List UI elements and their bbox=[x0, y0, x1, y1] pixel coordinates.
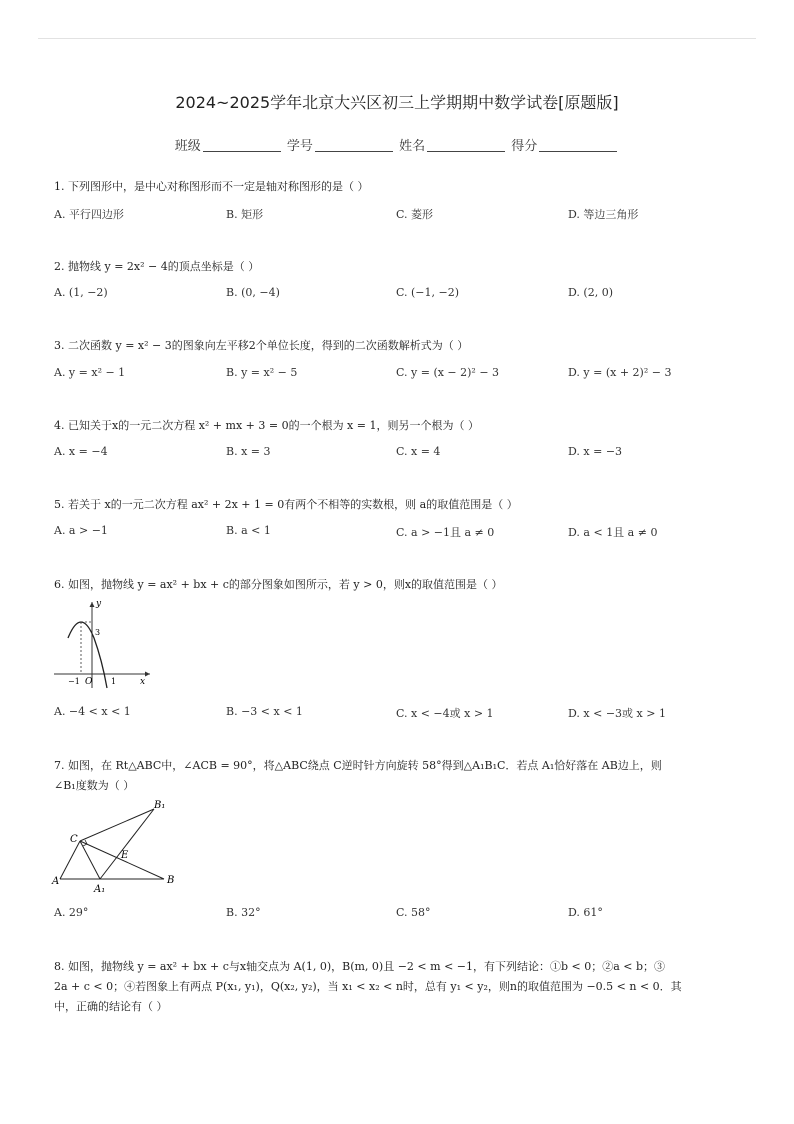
question-8-stem-line1: 8. 如图，抛物线 y = ax² + bx + c与x轴交点为 A(1, 0)，B(m, 0)且 −2 < m < −1，有下列结论：①b < 0；②a < b；③ bbox=[54, 960, 666, 973]
option-d[interactable]: D. y = (x + 2)² − 3 bbox=[568, 366, 672, 379]
option-c[interactable]: C. x = 4 bbox=[396, 445, 441, 458]
question-3-stem: 3. 二次函数 y = x² − 3的图象向左平移2个单位长度，得到的二次函数解析式为（ ） bbox=[54, 339, 469, 352]
option-c[interactable]: C. x < −4或 x > 1 bbox=[396, 707, 494, 720]
option-a[interactable]: A. a > −1 bbox=[54, 524, 108, 537]
option-b[interactable]: B. a < 1 bbox=[226, 524, 271, 537]
question-4 bbox=[54, 416, 754, 436]
segment-b1a1 bbox=[100, 809, 154, 879]
question-2 bbox=[54, 257, 754, 277]
question-8-stem-line2: 2a + c < 0；④若图象上有两点 P(x₁, y₁)，Q(x₂, y₂)，当 x₁ < x₂ < n时，总有 y₁ < y₂，则n的取值范围为 −0.5 < n < 0．其 bbox=[54, 980, 682, 993]
rotation-triangle-figure-q7 bbox=[50, 797, 180, 895]
student-id-blank[interactable] bbox=[315, 151, 393, 152]
score-blank[interactable] bbox=[539, 151, 617, 152]
option-c[interactable]: C. 菱形 bbox=[396, 208, 434, 221]
option-c[interactable]: C. 58° bbox=[396, 906, 431, 919]
page-title: 2024~2025学年北京大兴区初三上学期期中数学试卷[原题版] bbox=[175, 93, 619, 112]
option-d[interactable]: D. x = −3 bbox=[568, 445, 623, 458]
label-b1: B₁ bbox=[154, 800, 166, 811]
option-b[interactable]: B. (0, −4) bbox=[226, 286, 280, 299]
label-x: x bbox=[140, 677, 146, 687]
option-d[interactable]: D. a < 1且 a ≠ 0 bbox=[568, 526, 658, 539]
option-b[interactable]: B. 矩形 bbox=[226, 208, 264, 221]
name-label: 姓名 bbox=[399, 139, 426, 154]
student-id-label: 学号 bbox=[286, 139, 313, 154]
segment-ac bbox=[60, 841, 80, 879]
question-8-stem-line3: 中，正确的结论有（ ） bbox=[54, 1000, 168, 1013]
option-d[interactable]: D. (2, 0) bbox=[568, 286, 613, 299]
question-1-stem: 1. 下列图形中，是中心对称图形而不一定是轴对称图形的是（ ） bbox=[54, 180, 369, 193]
label-y: y bbox=[96, 599, 102, 609]
student-info-row bbox=[0, 135, 794, 154]
label-a1: A₁ bbox=[94, 884, 106, 895]
question-6 bbox=[54, 575, 754, 595]
question-2-stem: 2. 抛物线 y = 2x² − 4的顶点坐标是（ ） bbox=[54, 260, 260, 273]
label-b: B bbox=[167, 875, 175, 886]
label-1: 1 bbox=[111, 677, 117, 686]
label-neg1: −1 bbox=[68, 677, 80, 686]
x-axis-arrow bbox=[145, 672, 150, 677]
header-rule bbox=[38, 38, 756, 39]
class-blank[interactable] bbox=[203, 151, 281, 152]
question-7-stem-line1: 7. 如图，在 Rt△ABC中，∠ACB = 90°，将△ABC绕点 C逆时针方向旋转 58°得到△A₁B₁C．若点 A₁恰好落在 AB边上，则 bbox=[54, 759, 662, 772]
class-label: 班级 bbox=[174, 139, 201, 154]
option-c[interactable]: C. y = (x − 2)² − 3 bbox=[396, 366, 500, 379]
question-6-stem: 6. 如图，抛物线 y = ax² + bx + c的部分图象如图所示，若 y > 0，则x的取值范围是（ ） bbox=[54, 578, 503, 591]
question-3 bbox=[54, 336, 754, 356]
name-blank[interactable] bbox=[427, 151, 505, 152]
option-b[interactable]: B. −3 < x < 1 bbox=[226, 705, 303, 718]
option-a[interactable]: A. 平行四边形 bbox=[54, 208, 124, 221]
parabola-figure-q6 bbox=[52, 598, 154, 690]
y-axis-arrow bbox=[90, 602, 95, 607]
question-1 bbox=[54, 177, 754, 197]
option-b[interactable]: B. y = x² − 5 bbox=[226, 366, 298, 379]
question-5 bbox=[54, 495, 754, 515]
option-a[interactable]: A. x = −4 bbox=[54, 445, 108, 458]
option-b[interactable]: B. 32° bbox=[226, 906, 261, 919]
option-d[interactable]: D. x < −3或 x > 1 bbox=[568, 707, 666, 720]
label-3: 3 bbox=[95, 628, 101, 637]
question-8 bbox=[54, 957, 754, 1017]
label-a: A bbox=[52, 876, 60, 887]
option-a[interactable]: A. y = x² − 1 bbox=[54, 366, 126, 379]
option-c[interactable]: C. a > −1且 a ≠ 0 bbox=[396, 526, 495, 539]
segment-cb1 bbox=[80, 809, 154, 841]
question-7-stem-line2: ∠B₁度数为（ ） bbox=[54, 779, 135, 792]
option-b[interactable]: B. x = 3 bbox=[226, 445, 271, 458]
question-5-stem: 5. 若关于 x的一元二次方程 ax² + 2x + 1 = 0有两个不相等的实数根，则 a的取值范围是（ ） bbox=[54, 498, 518, 511]
option-a[interactable]: A. 29° bbox=[54, 906, 89, 919]
question-4-stem: 4. 已知关于x的一元二次方程 x² + mx + 3 = 0的一个根为 x = 1，则另一个根为（ ） bbox=[54, 419, 479, 432]
score-label: 得分 bbox=[511, 139, 538, 154]
label-c: C bbox=[70, 834, 78, 845]
label-e: E bbox=[121, 850, 129, 861]
option-a[interactable]: A. −4 < x < 1 bbox=[54, 705, 131, 718]
option-c[interactable]: C. (−1, −2) bbox=[396, 286, 460, 299]
label-origin: O bbox=[85, 677, 93, 687]
segment-ca1 bbox=[80, 841, 100, 879]
option-d[interactable]: D. 等边三角形 bbox=[568, 208, 639, 221]
option-d[interactable]: D. 61° bbox=[568, 906, 603, 919]
question-7 bbox=[54, 756, 754, 796]
option-a[interactable]: A. (1, −2) bbox=[54, 286, 108, 299]
